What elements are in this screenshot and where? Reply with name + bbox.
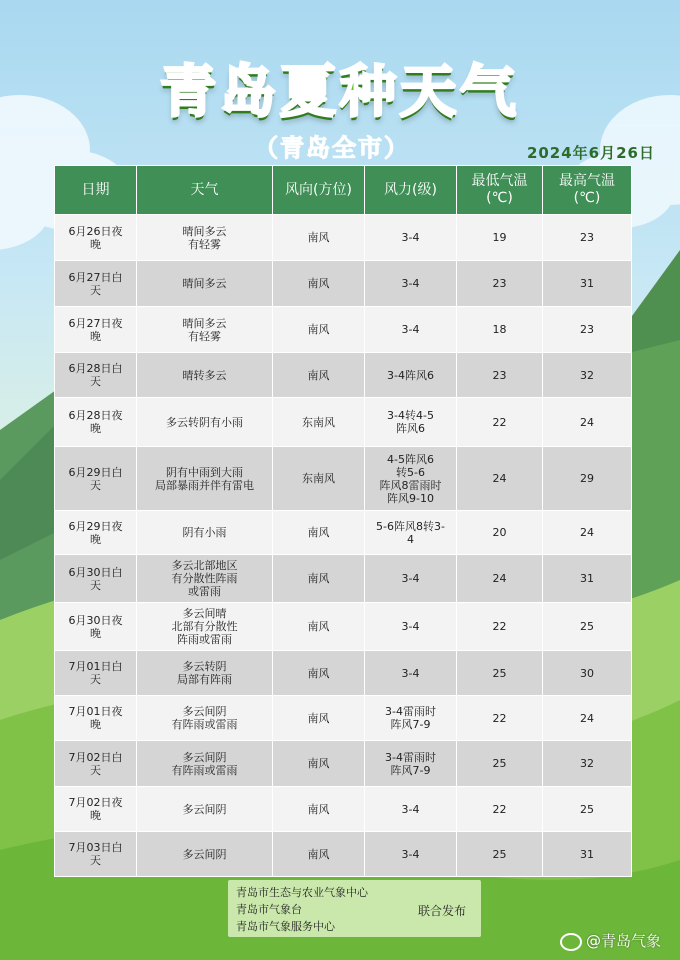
cell-wind-force: 3-4 xyxy=(365,651,457,696)
cell-weather: 晴间多云 有轻雾 xyxy=(137,307,273,353)
cell-date: 7月01日白 天 xyxy=(55,651,137,696)
cell-weather: 晴间多云 xyxy=(137,261,273,307)
table-row xyxy=(55,696,632,741)
cell-max-temp: 29 xyxy=(543,447,632,511)
cell-wind-force: 3-4阵风6 xyxy=(365,353,457,398)
cell-wind-force: 3-4 xyxy=(365,787,457,832)
cell-date: 6月29日白 天 xyxy=(55,447,137,511)
cell-weather: 阴有中雨到大雨 局部暴雨并伴有雷电 xyxy=(137,447,273,511)
publisher-box xyxy=(228,880,481,937)
cell-wind-force: 3-4 xyxy=(365,261,457,307)
cell-max-temp: 25 xyxy=(543,603,632,651)
watermark-text: @青岛气象 xyxy=(586,932,662,950)
col-weather-header: 天气 xyxy=(137,166,273,215)
cell-max-temp: 24 xyxy=(543,696,632,741)
cell-date: 6月28日夜 晚 xyxy=(55,398,137,447)
publisher-service-center: 青岛市气象服务中心 xyxy=(236,920,335,933)
cell-max-temp: 32 xyxy=(543,353,632,398)
cell-wind-direction: 南风 xyxy=(273,353,365,398)
cell-date: 7月03日白 天 xyxy=(55,832,137,877)
cell-weather: 多云间晴 北部有分散性 阵雨或雷雨 xyxy=(137,603,273,651)
cell-max-temp: 31 xyxy=(543,832,632,877)
cell-max-temp: 31 xyxy=(543,555,632,603)
cell-wind-direction: 南风 xyxy=(273,696,365,741)
cell-wind-direction: 南风 xyxy=(273,787,365,832)
cell-date: 7月02日白 天 xyxy=(55,741,137,787)
cell-date: 6月26日夜 晚 xyxy=(55,215,137,261)
cell-wind-direction: 南风 xyxy=(273,511,365,555)
cell-wind-force: 5-6阵风8转3- 4 xyxy=(365,511,457,555)
cell-wind-direction: 南风 xyxy=(273,832,365,877)
cell-min-temp: 22 xyxy=(457,398,543,447)
cell-min-temp: 20 xyxy=(457,511,543,555)
cell-min-temp: 23 xyxy=(457,353,543,398)
cell-date: 6月30日夜 晚 xyxy=(55,603,137,651)
cell-wind-direction: 南风 xyxy=(273,307,365,353)
cell-max-temp: 32 xyxy=(543,741,632,787)
cell-weather: 晴间多云 有轻雾 xyxy=(137,215,273,261)
table-row xyxy=(55,555,632,603)
cell-date: 7月01日夜 晚 xyxy=(55,696,137,741)
cell-max-temp: 23 xyxy=(543,307,632,353)
cell-date: 6月28日白 天 xyxy=(55,353,137,398)
cell-min-temp: 25 xyxy=(457,651,543,696)
cell-wind-direction: 南风 xyxy=(273,603,365,651)
table-row xyxy=(55,511,632,555)
cell-wind-direction: 南风 xyxy=(273,215,365,261)
cell-weather: 晴转多云 xyxy=(137,353,273,398)
table-row xyxy=(55,787,632,832)
table-row xyxy=(55,398,632,447)
col-wind-direction-header: 风向(方位) xyxy=(273,166,365,215)
cell-weather: 阴有小雨 xyxy=(137,511,273,555)
cell-wind-force: 3-4雷雨时 阵风7-9 xyxy=(365,741,457,787)
table-row xyxy=(55,741,632,787)
table-row xyxy=(55,215,632,261)
issue-date: 2024年6月26日 xyxy=(526,144,655,162)
table-row xyxy=(55,651,632,696)
cell-wind-force: 3-4 xyxy=(365,215,457,261)
table-row xyxy=(55,261,632,307)
cell-date: 6月27日白 天 xyxy=(55,261,137,307)
cell-wind-direction: 南风 xyxy=(273,741,365,787)
cell-max-temp: 31 xyxy=(543,261,632,307)
page-subtitle: （青岛全市） xyxy=(254,134,410,162)
cell-wind-force: 3-4 xyxy=(365,307,457,353)
cell-weather: 多云北部地区 有分散性阵雨 或雷雨 xyxy=(137,555,273,603)
cell-wind-force: 3-4 xyxy=(365,555,457,603)
table-row xyxy=(55,353,632,398)
weibo-watermark xyxy=(560,930,661,951)
cell-weather: 多云间阴 有阵雨或雷雨 xyxy=(137,696,273,741)
publisher-ecology-agro: 青岛市生态与农业气象中心 xyxy=(236,886,368,899)
cell-min-temp: 18 xyxy=(457,307,543,353)
cell-max-temp: 25 xyxy=(543,787,632,832)
cell-min-temp: 25 xyxy=(457,741,543,787)
cell-weather: 多云间阴 xyxy=(137,832,273,877)
table-row xyxy=(55,447,632,511)
cell-weather: 多云间阴 xyxy=(137,787,273,832)
table-row xyxy=(55,832,632,877)
cell-wind-direction: 东南风 xyxy=(273,447,365,511)
col-max-temp-header: 最高气温 (℃) xyxy=(543,166,632,215)
cell-min-temp: 22 xyxy=(457,787,543,832)
cell-wind-force: 3-4雷雨时 阵风7-9 xyxy=(365,696,457,741)
cell-date: 6月27日夜 晚 xyxy=(55,307,137,353)
cell-min-temp: 22 xyxy=(457,603,543,651)
weibo-icon xyxy=(560,933,582,951)
cell-min-temp: 22 xyxy=(457,696,543,741)
cell-weather: 多云转阴有小雨 xyxy=(137,398,273,447)
cell-wind-force: 3-4 xyxy=(365,603,457,651)
col-min-temp-header: 最低气温 (℃) xyxy=(457,166,543,215)
cell-max-temp: 24 xyxy=(543,511,632,555)
joint-release-label: 联合发布 xyxy=(418,904,467,918)
cell-date: 6月29日夜 晚 xyxy=(55,511,137,555)
cell-min-temp: 23 xyxy=(457,261,543,307)
table-header-row xyxy=(55,166,632,215)
cell-wind-direction: 南风 xyxy=(273,651,365,696)
cell-date: 7月02日夜 晚 xyxy=(55,787,137,832)
cell-max-temp: 23 xyxy=(543,215,632,261)
cell-wind-direction: 东南风 xyxy=(273,398,365,447)
table-row xyxy=(55,307,632,353)
cell-max-temp: 30 xyxy=(543,651,632,696)
table-body xyxy=(55,215,632,877)
cell-date: 6月30日白 天 xyxy=(55,555,137,603)
cell-weather: 多云转阴 局部有阵雨 xyxy=(137,651,273,696)
cell-wind-force: 3-4转4-5 阵风6 xyxy=(365,398,457,447)
weather-forecast-table xyxy=(54,165,632,877)
cell-min-temp: 24 xyxy=(457,447,543,511)
cell-min-temp: 19 xyxy=(457,215,543,261)
cell-wind-force: 3-4 xyxy=(365,832,457,877)
cell-min-temp: 25 xyxy=(457,832,543,877)
cell-min-temp: 24 xyxy=(457,555,543,603)
cell-weather: 多云间阴 有阵雨或雷雨 xyxy=(137,741,273,787)
page-title: 青岛夏种天气 xyxy=(160,60,520,125)
col-date-header: 日期 xyxy=(55,166,137,215)
col-wind-force-header: 风力(级) xyxy=(365,166,457,215)
publisher-observatory: 青岛市气象台 xyxy=(236,903,302,916)
cell-wind-force: 4-5阵风6 转5-6 阵风8雷雨时 阵风9-10 xyxy=(365,447,457,511)
table-row xyxy=(55,603,632,651)
cell-max-temp: 24 xyxy=(543,398,632,447)
cell-wind-direction: 南风 xyxy=(273,261,365,307)
cell-wind-direction: 南风 xyxy=(273,555,365,603)
